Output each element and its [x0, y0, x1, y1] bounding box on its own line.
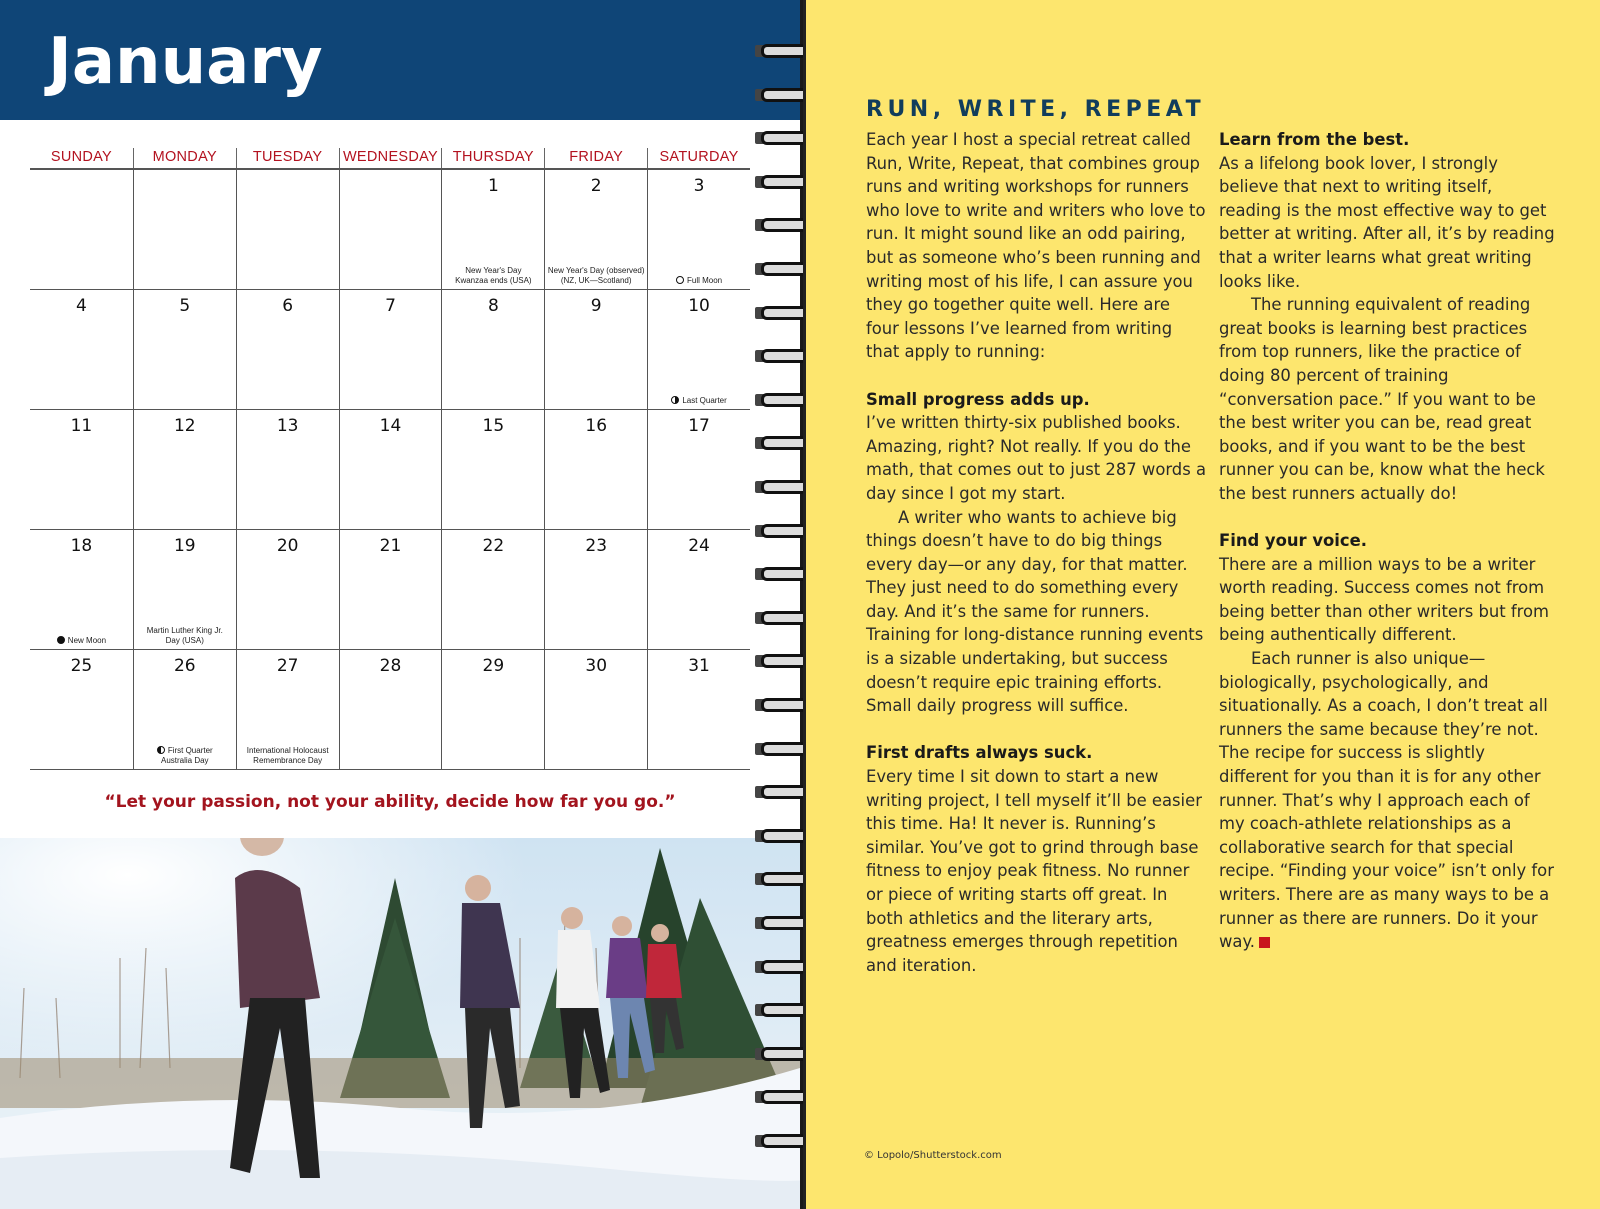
article-page — [803, 0, 1600, 1209]
day-number: 15 — [482, 416, 505, 436]
day-note — [650, 396, 748, 406]
day-cell-11 — [30, 410, 133, 530]
day-grid — [30, 170, 750, 770]
weekday-tuesday: TUESDAY — [236, 148, 339, 168]
day-cell-1 — [441, 170, 544, 290]
day-cell-2 — [544, 170, 647, 290]
day-number: 31 — [688, 656, 710, 676]
paragraph: The running equivalent of reading great books is learning best practices from top runners, like the practice of doing 80 percent of training “conversation pace.” If you want to be the best writer you can be, read great books, and if you want to be the best runner you can be, know what the heck the best runners actually do! — [1219, 295, 1545, 503]
day-number: 19 — [173, 536, 196, 556]
day-note — [239, 746, 337, 766]
day-cell-28 — [339, 650, 442, 770]
day-cell-5 — [133, 290, 236, 410]
day-cell-18 — [30, 530, 133, 650]
day-number: 6 — [282, 296, 294, 316]
day-number: 22 — [482, 536, 505, 556]
day-cell-31 — [647, 650, 750, 770]
day-cell-26 — [133, 650, 236, 770]
paragraph — [1219, 647, 1559, 954]
day-number: 16 — [585, 416, 608, 436]
day-number: 11 — [70, 416, 93, 436]
day-cell-4 — [30, 290, 133, 410]
empty-day-cell — [236, 170, 339, 290]
day-note — [136, 626, 234, 646]
day-number: 4 — [76, 296, 87, 316]
weekday-sunday: SUNDAY — [50, 149, 112, 165]
day-number: 30 — [585, 656, 608, 676]
day-number: 7 — [385, 296, 396, 316]
day-number: 23 — [585, 536, 608, 556]
winter-runners-photo — [0, 838, 800, 1209]
day-cell-19 — [133, 530, 236, 650]
weekday-monday: MONDAY — [133, 148, 236, 168]
day-number: 17 — [688, 416, 710, 436]
weekday-thursday: THURSDAY — [441, 148, 544, 168]
paragraph: Every time I sit down to start a new writing project, I tell myself it’ll be easier this time. Ha! It never is. Running’s similar. You’ve got to grind through base fitness to enjoy peak fitness. No runner or piece of writing starts off great. In both athletics and the literary arts, greatness emerges through repetition and iteration. — [866, 767, 1202, 975]
day-number: 24 — [688, 536, 710, 556]
day-cell-20 — [236, 530, 339, 650]
day-note-text: Last Quarter — [682, 396, 727, 405]
day-cell-3 — [647, 170, 750, 290]
day-cell-21 — [339, 530, 442, 650]
day-cell-17 — [647, 410, 750, 530]
day-note — [32, 636, 131, 646]
heading-learn-from-best: Learn from the best. — [1219, 130, 1410, 149]
empty-day-cell — [30, 170, 133, 290]
photo-credit: © Lopolo/Shutterstock.com — [864, 1150, 1002, 1161]
heading-small-progress: Small progress adds up. — [866, 389, 1090, 409]
day-number: 21 — [379, 536, 402, 556]
quote: “Let your passion, not your ability, decide how far you go.” — [104, 792, 676, 812]
heading-find-your-voice: Find your voice. — [1219, 531, 1367, 551]
day-cell-8 — [441, 290, 544, 410]
intro-paragraph: Each year I host a special retreat called Run, Write, Repeat, that combines group runs and writing workshops for runners who love to write and writers who love to run. It might sound like an odd pairing, but as someone who’s been running and writing most of his life, I can assure you they go together quite well. Here are four lessons I’ve learned from writing that apply to running: — [866, 130, 1206, 362]
day-cell-16 — [544, 410, 647, 530]
day-number: 14 — [379, 416, 402, 436]
day-cell-23 — [544, 530, 647, 650]
day-cell-25 — [30, 650, 133, 770]
day-number: 9 — [590, 296, 602, 316]
article-title: RUN, WRITE, REPEAT — [866, 97, 1206, 122]
weekday-header — [30, 148, 750, 170]
heading-first-drafts: First drafts always suck. — [866, 743, 1093, 763]
photo-illustration — [0, 838, 800, 1209]
paragraph: There are a million ways to be a writer worth reading. Success comes not from being better than other writers but from being authentically different. — [1219, 554, 1550, 645]
day-cell-10 — [647, 290, 750, 410]
day-number: 28 — [379, 656, 402, 676]
day-note-text: Martin Luther King Jr. Day (USA) — [146, 626, 223, 645]
day-cell-9 — [544, 290, 647, 410]
moon-phase-icon — [157, 746, 165, 754]
month-grid — [30, 148, 750, 770]
moon-phase-icon — [671, 396, 679, 404]
day-note — [547, 266, 645, 286]
day-cell-13 — [236, 410, 339, 530]
empty-day-cell — [339, 170, 442, 290]
moon-phase-icon — [676, 276, 684, 284]
day-number: 25 — [70, 656, 93, 676]
article-column-2 — [1219, 128, 1559, 954]
day-note-text: First Quarter Australia Day — [160, 746, 213, 765]
day-number: 13 — [276, 416, 299, 436]
day-note — [136, 746, 234, 766]
day-note-text: Full Moon — [687, 276, 723, 285]
paragraph: A writer who wants to achieve big things doesn’t have to do big things every day—or any day, for that matter. They just need to do something every day. And it’s the same for runners. Training for long-distance running events is a sizable undertaking, but success doesn’t require epic training efforts. Small daily progress will suffice. — [866, 507, 1204, 716]
month-banner — [0, 0, 800, 120]
day-number: 18 — [70, 536, 93, 556]
article-column-1 — [866, 128, 1206, 977]
day-cell-12 — [133, 410, 236, 530]
day-number: 5 — [179, 296, 191, 316]
day-cell-29 — [441, 650, 544, 770]
empty-day-cell — [133, 170, 236, 290]
end-mark-icon — [1259, 937, 1270, 948]
paragraph: As a lifelong book lover, I strongly believe that next to writing itself, reading is the most effective way to get better at writing. After all, it’s by reading that a writer learns what great writing looks like. — [1219, 153, 1555, 291]
paragraph: I’ve written thirty-six published books. Amazing, right? Not really. If you do the math, that comes out to just 287 words a day since I got my start. — [866, 413, 1206, 503]
day-number: 2 — [590, 176, 602, 196]
day-cell-27 — [236, 650, 339, 770]
day-number: 29 — [482, 656, 505, 676]
day-note — [444, 266, 542, 286]
day-note-text: International Holocaust Remembrance Day — [246, 746, 329, 765]
day-cell-22 — [441, 530, 544, 650]
day-number: 3 — [693, 176, 705, 196]
day-cell-24 — [647, 530, 750, 650]
day-number: 8 — [487, 296, 499, 316]
day-number: 27 — [276, 656, 299, 676]
day-number: 12 — [173, 416, 196, 436]
month-title: January — [48, 25, 323, 99]
weekday-friday: FRIDAY — [544, 148, 647, 168]
day-note — [650, 276, 748, 286]
weekday-saturday: SATURDAY — [647, 148, 750, 168]
day-cell-7 — [339, 290, 442, 410]
day-cell-30 — [544, 650, 647, 770]
day-cell-6 — [236, 290, 339, 410]
weekday-wednesday: WEDNESDAY — [339, 148, 442, 168]
day-cell-14 — [339, 410, 442, 530]
day-number: 1 — [487, 176, 499, 196]
day-note-text: New Year's Day (observed) (NZ, UK—Scotland) — [547, 266, 645, 285]
day-note-text: New Year's Day Kwanzaa ends (USA) — [455, 266, 532, 285]
moon-phase-icon — [57, 636, 65, 644]
day-number: 10 — [688, 296, 710, 316]
day-number: 26 — [173, 656, 196, 676]
paragraph-text: Each runner is also unique—biologically, psychologically, and situationally. As a coach, I don’t treat all runners the same because they’re not. The recipe for success is slightly different for you than it is for any other runner. That’s why I approach each of my coach-athlete relationships as a collaborative search for that special recipe. “Finding your voice” isn’t only for writers. There are as many ways to be a runner as there are runners. Do it your way. — [1219, 649, 1554, 952]
day-number: 20 — [276, 536, 299, 556]
day-cell-15 — [441, 410, 544, 530]
day-note-text: New Moon — [67, 636, 107, 645]
